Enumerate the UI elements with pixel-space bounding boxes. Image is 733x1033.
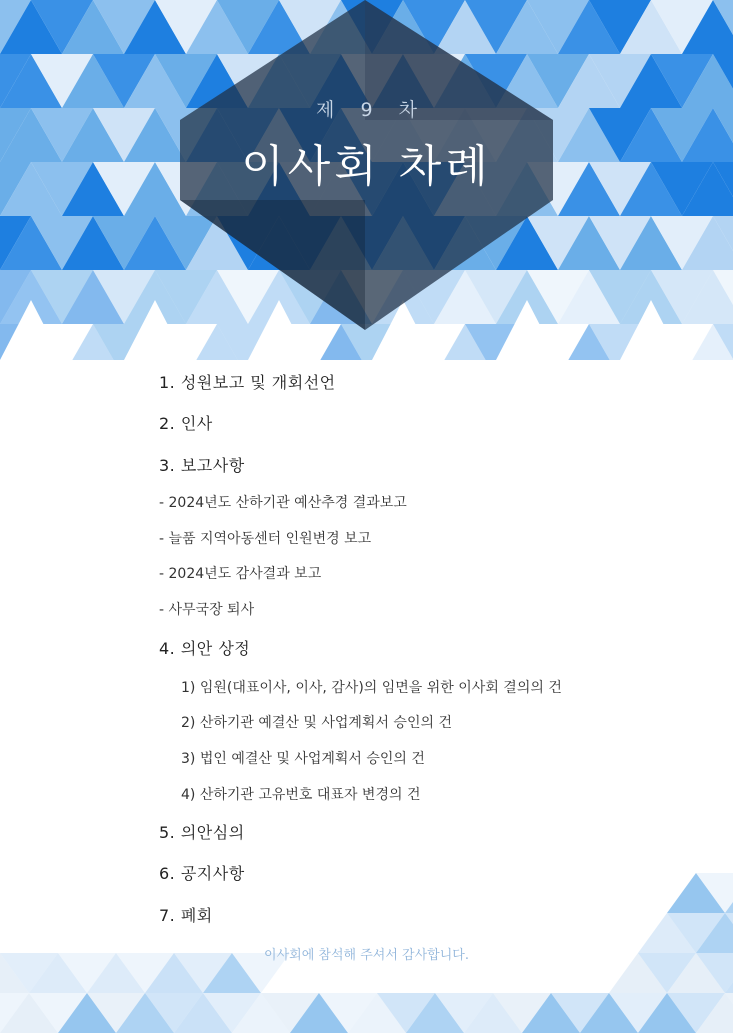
agenda-subitem: 1) 임원(대표이사, 이사, 감사)의 임면을 위한 이사회 결의의 건 xyxy=(181,680,562,696)
agenda-subitem: - 2024년도 감사결과 보고 xyxy=(159,566,322,582)
agenda-subitem: 2) 산하기관 예결산 및 사업계획서 승인의 건 xyxy=(181,715,452,731)
page-title: 이사회 차례 xyxy=(241,141,492,192)
agenda-item: 4. 의안 상정 xyxy=(159,639,251,658)
agenda-item: 7. 폐회 xyxy=(159,906,213,925)
agenda-item: 1. 성원보고 및 개회선언 xyxy=(159,373,336,392)
agenda-subitem: 3) 법인 예결산 및 사업계획서 승인의 건 xyxy=(181,751,425,767)
agenda-item: 2. 인사 xyxy=(159,414,213,433)
session-label: 제 9 차 xyxy=(316,99,427,121)
agenda-item: 3. 보고사항 xyxy=(159,456,245,475)
agenda-item: 5. 의안심의 xyxy=(159,823,245,842)
agenda-item: 6. 공지사항 xyxy=(159,864,245,883)
title-block xyxy=(0,95,733,194)
agenda-subitem: - 사무국장 퇴사 xyxy=(159,602,255,618)
agenda-subitem: 4) 산하기관 고유번호 대표자 변경의 건 xyxy=(181,787,421,803)
agenda-subitem: - 늘품 지역아동센터 인원변경 보고 xyxy=(159,531,372,547)
agenda-subitem: - 2024년도 산하기관 예산추경 결과보고 xyxy=(159,495,407,511)
footer-note: 이사회에 참석해 주셔서 감사합니다. xyxy=(264,948,469,963)
